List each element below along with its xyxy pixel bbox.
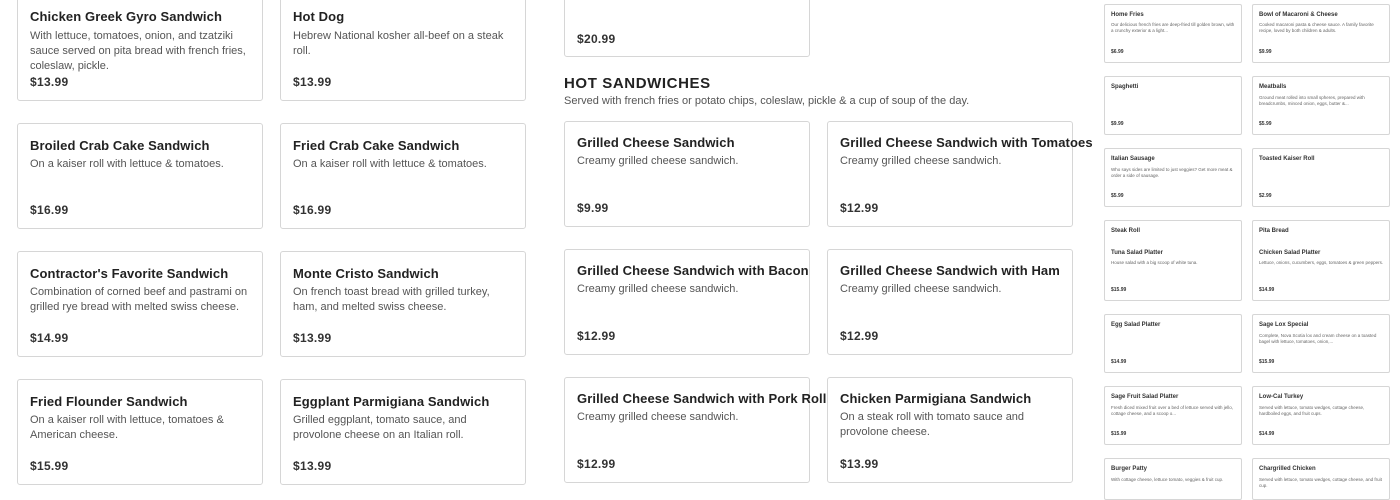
side-item-price: $14.99 <box>1259 431 1275 437</box>
menu-item-description: Creamy grilled cheese sandwich. <box>840 155 1002 167</box>
menu-item-price: $20.99 <box>577 32 616 46</box>
menu-item-title: Grilled Cheese Sandwich with Tomatoes <box>840 135 1093 150</box>
menu-item-title: Chicken Greek Gyro Sandwich <box>30 9 222 24</box>
menu-item-card[interactable] <box>280 0 526 101</box>
menu-item-price: $9.99 <box>577 201 609 215</box>
menu-item-description: On a steak roll with tomato sauce and provolone cheese. <box>840 411 1025 438</box>
side-item-title: Bowl of Macaroni & Cheese <box>1259 12 1338 18</box>
menu-item-price: $12.99 <box>840 329 879 343</box>
side-item-price: $5.99 <box>1111 193 1124 199</box>
side-item-card[interactable] <box>1104 458 1242 500</box>
side-item-price: $9.99 <box>1111 121 1124 127</box>
menu-item-title: Contractor's Favorite Sandwich <box>30 266 229 281</box>
side-item-title: Burger Patty <box>1111 466 1148 472</box>
menu-item-description: On a kaiser roll with lettuce & tomatoes. <box>30 158 224 170</box>
menu-item-description: Grilled eggplant, tomato sauce, and provolone cheese on an Italian roll. <box>293 414 467 441</box>
side-item-description: Who says sides are limited to just veggies? Get more meat & order a side of sausage. <box>1111 167 1233 178</box>
menu-item-description: Creamy grilled cheese sandwich. <box>577 155 739 167</box>
side-item-price: $5.99 <box>1259 121 1272 127</box>
side-item-title: Spaghetti <box>1111 84 1139 90</box>
menu-item-description: Creamy grilled cheese sandwich. <box>577 283 739 295</box>
side-item-price: $14.99 <box>1111 359 1127 365</box>
side-item-card[interactable] <box>1252 148 1390 207</box>
menu-item-description: Combination of corned beef and pastrami on grilled rye bread with melted swiss cheese. <box>30 286 248 313</box>
side-item-card[interactable] <box>1252 386 1390 445</box>
side-item-description: Served with lettuce, tomato wedges, cottage cheese, and fruit cup. <box>1259 477 1382 488</box>
menu-item-description: Hebrew National kosher all-beef on a steak roll. <box>293 30 504 57</box>
menu-item-price: $13.99 <box>293 459 332 473</box>
side-item-card[interactable] <box>1104 4 1242 63</box>
side-item-title: Low-Cal Turkey <box>1259 394 1304 400</box>
menu-item-card[interactable] <box>564 121 810 227</box>
menu-item-price: $16.99 <box>293 203 332 217</box>
menu-item-title: Fried Flounder Sandwich <box>30 394 188 409</box>
menu-item-card[interactable] <box>17 251 263 357</box>
menu-item-description: On french toast bread with grilled turkey, ham, and melted swiss cheese. <box>293 286 490 313</box>
side-item-price: $14.99 <box>1259 287 1275 293</box>
side-item-description: With cottage cheese, lettuce tomato, veggies & fruit cup. <box>1111 477 1224 482</box>
side-item-description: Lettuce, onions, cucumbers, eggs, tomatoes & green peppers. <box>1259 260 1384 265</box>
side-item-price: $15.99 <box>1259 359 1275 365</box>
side-item-price: $6.99 <box>1111 49 1124 55</box>
side-item-title: Tuna Salad Platter <box>1111 250 1163 256</box>
menu-item-price: $15.99 <box>30 459 69 473</box>
menu-item-price: $13.99 <box>293 331 332 345</box>
side-item-title: Chargrilled Chicken <box>1259 466 1316 472</box>
menu-item-card[interactable] <box>827 121 1093 227</box>
menu-item-card[interactable] <box>17 0 263 101</box>
menu-item-title: Grilled Cheese Sandwich <box>577 135 735 150</box>
menu-item-description: With lettuce, tomatoes, onion, and tzatziki sauce served on pita bread with french fries, coleslaw, pickle. <box>30 30 246 72</box>
side-item-card[interactable] <box>1104 386 1242 445</box>
side-item-description: Fresh diced mixed fruit over a bed of lettuce served with jello, cottage cheese, and a scoop o... <box>1111 405 1234 416</box>
side-item-price: $15.99 <box>1111 287 1127 293</box>
menu-item-card[interactable] <box>280 251 526 357</box>
side-item-price: $2.99 <box>1259 193 1272 199</box>
side-item-card[interactable] <box>1104 314 1242 373</box>
menu-item-card[interactable] <box>17 123 263 229</box>
side-item-title: Steak Roll <box>1111 228 1141 234</box>
side-item-title: Toasted Kaiser Roll <box>1259 156 1315 162</box>
menu-item-price: $14.99 <box>30 331 69 345</box>
menu-item-price: $13.99 <box>293 75 332 89</box>
side-item-description: Served with lettuce, tomato wedges, cottage cheese, hardboiled eggs, and fruit cups. <box>1259 405 1365 416</box>
menu-item-description: On a kaiser roll with lettuce & tomatoes. <box>293 158 487 170</box>
menu-item-card[interactable] <box>827 377 1073 483</box>
menu-item-title: Grilled Cheese Sandwich with Pork Roll <box>577 391 827 406</box>
side-item-description: Our delicious french fries are deep-fried till golden brown, with a crunchy exterior & a light... <box>1111 22 1235 33</box>
menu-item-price: $12.99 <box>577 457 616 471</box>
side-item-title: Meatballs <box>1259 84 1287 90</box>
menu-item-card[interactable] <box>17 379 263 485</box>
side-item-title: Pita Bread <box>1259 228 1289 234</box>
side-item-title: Egg Salad Platter <box>1111 322 1161 328</box>
menu-item-title: Fried Crab Cake Sandwich <box>293 138 460 153</box>
menu-item-title: Hot Dog <box>293 9 345 24</box>
side-item-card[interactable] <box>1252 314 1390 373</box>
menu-item-card[interactable] <box>280 379 526 485</box>
menu-item-card[interactable] <box>280 123 526 229</box>
menu-item-title: Broiled Crab Cake Sandwich <box>30 138 210 153</box>
menu-item-card[interactable] <box>564 377 827 483</box>
side-item-card[interactable] <box>1252 458 1390 500</box>
side-item-card[interactable] <box>1252 4 1390 63</box>
menu-item-card[interactable] <box>564 0 810 57</box>
side-item-card[interactable] <box>1104 76 1242 135</box>
menu-item-title: Grilled Cheese Sandwich with Bacon <box>577 263 809 278</box>
menu-item-price: $16.99 <box>30 203 69 217</box>
side-item-card[interactable] <box>1104 220 1242 301</box>
menu-item-description: On a kaiser roll with lettuce, tomatoes & American cheese. <box>30 414 224 441</box>
side-item-card[interactable] <box>1104 148 1242 207</box>
menu-item-title: Monte Cristo Sandwich <box>293 266 439 281</box>
menu-item-description: Creamy grilled cheese sandwich. <box>577 411 739 423</box>
menu-item-card[interactable] <box>827 249 1073 355</box>
side-item-title: Home Fries <box>1111 12 1144 18</box>
menu-item-title: Chicken Parmigiana Sandwich <box>840 391 1032 406</box>
side-item-description: Cooked macaroni pasta & cheese sauce. A family favorite recipe, loved by both children & adults. <box>1259 22 1374 33</box>
side-item-description: House salad with a big scoop of white tuna. <box>1111 260 1198 265</box>
side-item-title: Sage Lox Special <box>1259 322 1309 328</box>
side-item-description: Ground meat rolled into small spheres, prepared with breadcrumbs, minced onion, eggs, butter &... <box>1259 95 1365 106</box>
menu-item-price: $13.99 <box>840 457 879 471</box>
side-item-card[interactable] <box>1252 220 1390 301</box>
side-item-price: $15.99 <box>1111 431 1127 437</box>
menu-item-card[interactable] <box>564 249 810 355</box>
side-item-title: Italian Sausage <box>1111 156 1155 162</box>
side-item-title: Sage Fruit Salad Platter <box>1111 394 1179 400</box>
menu-item-price: $12.99 <box>577 329 616 343</box>
side-item-description: Complete, Nova Scotia lox and cream cheese on a toasted bagel with lettuce, tomatoes, onion,... <box>1259 333 1377 344</box>
side-item-title: Chicken Salad Platter <box>1259 250 1321 256</box>
menu-item-description: Creamy grilled cheese sandwich. <box>840 283 1002 295</box>
section-title: HOT SANDWICHES <box>564 75 711 92</box>
menu-item-price: $13.99 <box>30 75 69 89</box>
menu-item-title: Grilled Cheese Sandwich with Ham <box>840 263 1060 278</box>
menu-item-title: Eggplant Parmigiana Sandwich <box>293 394 490 409</box>
side-item-price: $9.99 <box>1259 49 1272 55</box>
menu-item-price: $12.99 <box>840 201 879 215</box>
section-subtitle: Served with french fries or potato chips, coleslaw, pickle & a cup of soup of the day. <box>564 95 970 107</box>
side-item-card[interactable] <box>1252 76 1390 135</box>
